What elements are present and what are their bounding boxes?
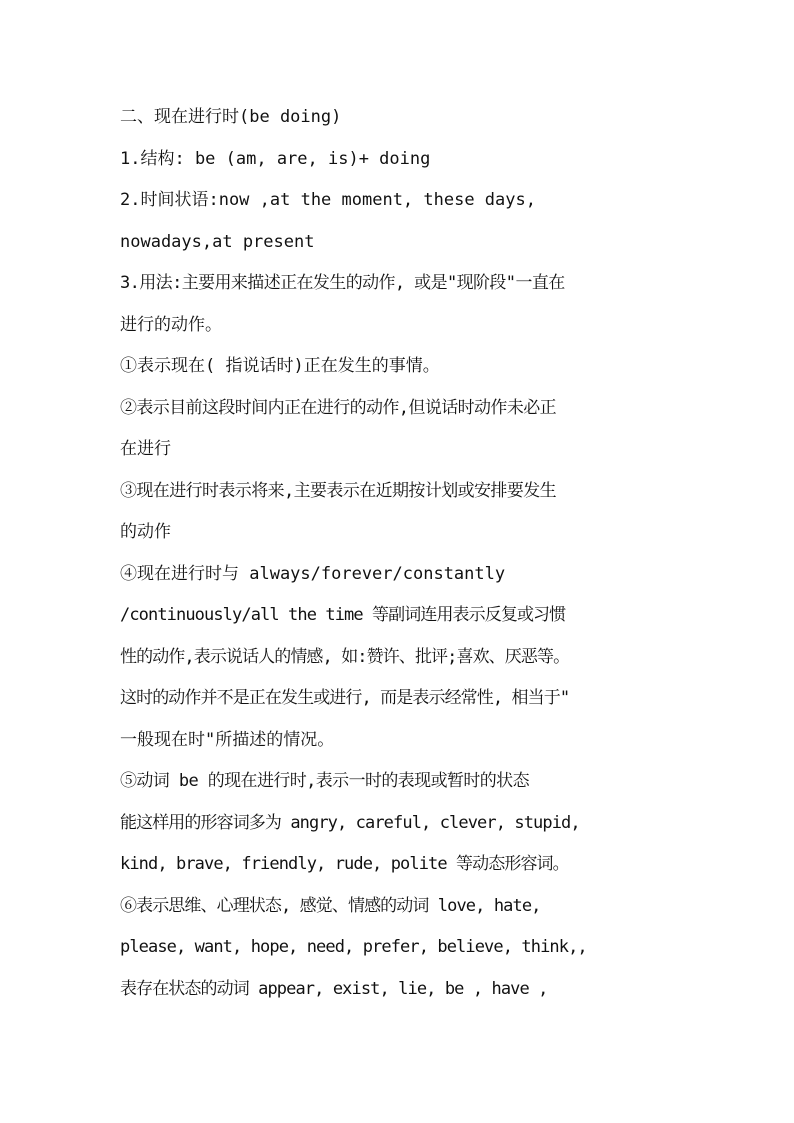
- usage-line: 3.用法:主要用来描述正在发生的动作, 或是"现阶段"一直在: [120, 273, 565, 293]
- time-adverbials-line: 2.时间状语:now ,at the moment, these days,: [120, 190, 536, 210]
- usage-point-5-continued: kind, brave, friendly, rude, polite 等动态形容词。: [120, 854, 569, 874]
- usage-point-4-continued: 这时的动作并不是正在发生或进行, 而是表示经常性, 相当于": [120, 688, 570, 708]
- usage-point-4: ④现在进行时与 always/forever/constantly: [120, 563, 506, 584]
- usage-point-3-continued: 的动作: [120, 522, 171, 542]
- document-body: [120, 97, 682, 1010]
- usage-point-5: ⑤动词 be 的现在进行时,表示一时的表现或暂时的状态: [120, 771, 529, 791]
- structure-line: 1.结构: be (am, are, is)+ doing: [120, 148, 431, 169]
- usage-point-1: ①表示现在( 指说话时)正在发生的事情。: [120, 356, 440, 376]
- usage-point-6-continued: 表存在状态的动词 appear, exist, lie, be , have ,: [120, 978, 548, 999]
- usage-point-6: ⑥表示思维、心理状态, 感觉、情感的动词 love, hate,: [120, 895, 541, 916]
- usage-point-2-continued: 在进行: [120, 439, 171, 459]
- usage-point-3: ③现在进行时表示将来,主要表示在近期按计划或安排要发生: [120, 480, 557, 501]
- usage-point-5-continued: 能这样用的形容词多为 angry, careful, clever, stupid,: [120, 812, 580, 833]
- section-heading: 二、现在进行时(be doing): [120, 107, 342, 127]
- usage-point-4-continued: 一般现在时"所描述的情况。: [120, 729, 335, 750]
- usage-point-6-continued: please, want, hope, need, prefer, believe, think,,: [120, 937, 587, 957]
- usage-point-4-continued: /continuously/all the time 等副词连用表示反复或习惯: [120, 605, 566, 625]
- usage-point-2: ②表示目前这段时间内正在进行的动作,但说话时动作未必正: [120, 397, 557, 418]
- usage-point-4-continued: 性的动作,表示说话人的情感, 如:赞许、批评;喜欢、厌恶等。: [120, 646, 570, 667]
- time-adverbials-continued: nowadays,at present: [120, 231, 315, 252]
- usage-continued: 进行的动作。: [120, 314, 222, 335]
